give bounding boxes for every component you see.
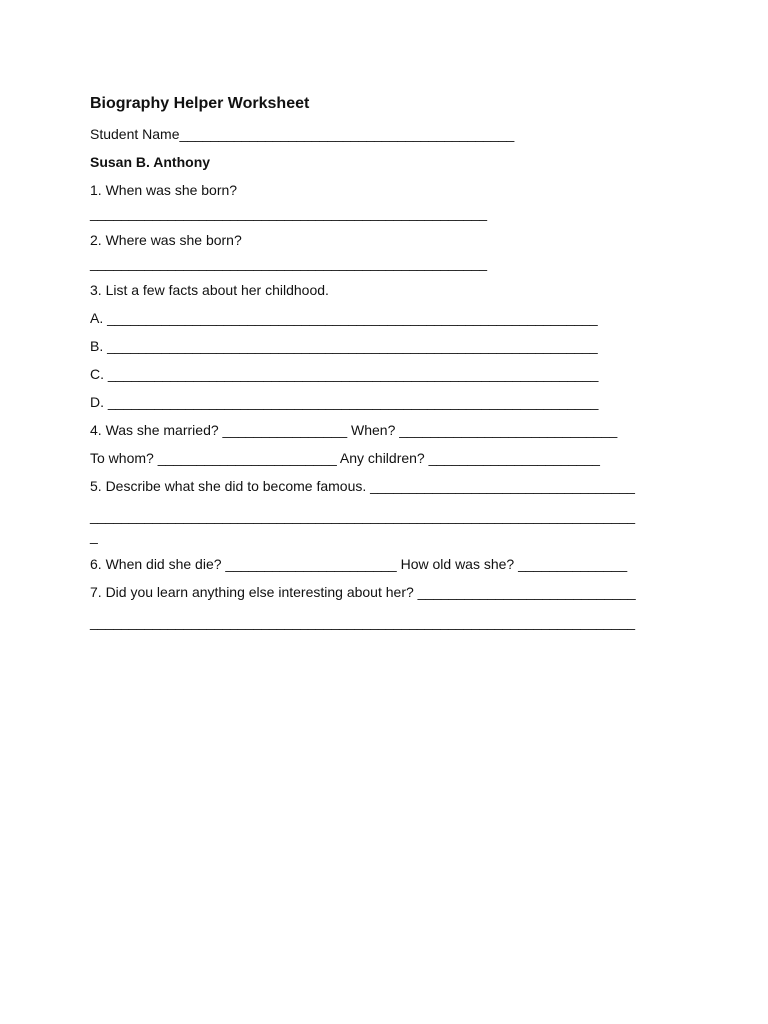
question-4-line-2: To whom? _______________________ Any children? ______________________ [90,450,600,466]
answer-line-d: D. _______________________________________________________________ [90,394,599,410]
question-4-line-1: 4. Was she married? ________________ When? ____________________________ [90,422,618,438]
answer-line-a: A. _______________________________________________________________ [90,310,598,326]
question-7: 7. Did you learn anything else interesting about her? ____________________________ [90,584,636,600]
answer-blank-1: ___________________________________________________ [90,205,488,221]
question-6: 6. When did she die? ______________________ How old was she? ______________ [90,556,628,572]
worksheet-title: Biography Helper Worksheet [90,95,310,112]
answer-blank-5: ______________________________________________________________________ [90,508,636,524]
answer-blank-5-overflow: _ [90,528,98,544]
question-1: 1. When was she born? [90,182,238,198]
student-name-line: Student Name___________________________________________ [90,126,515,142]
answer-blank-7: ______________________________________________________________________ [90,614,636,630]
question-3: 3. List a few facts about her childhood. [90,282,329,298]
question-5: 5. Describe what she did to become famous. __________________________________ [90,478,635,494]
subject-name: Susan B. Anthony [90,154,211,170]
answer-line-c: C. _______________________________________________________________ [90,366,599,382]
question-2: 2. Where was she born? [90,232,242,248]
answer-line-b: B. _______________________________________________________________ [90,338,598,354]
answer-blank-2: ___________________________________________________ [90,255,488,271]
